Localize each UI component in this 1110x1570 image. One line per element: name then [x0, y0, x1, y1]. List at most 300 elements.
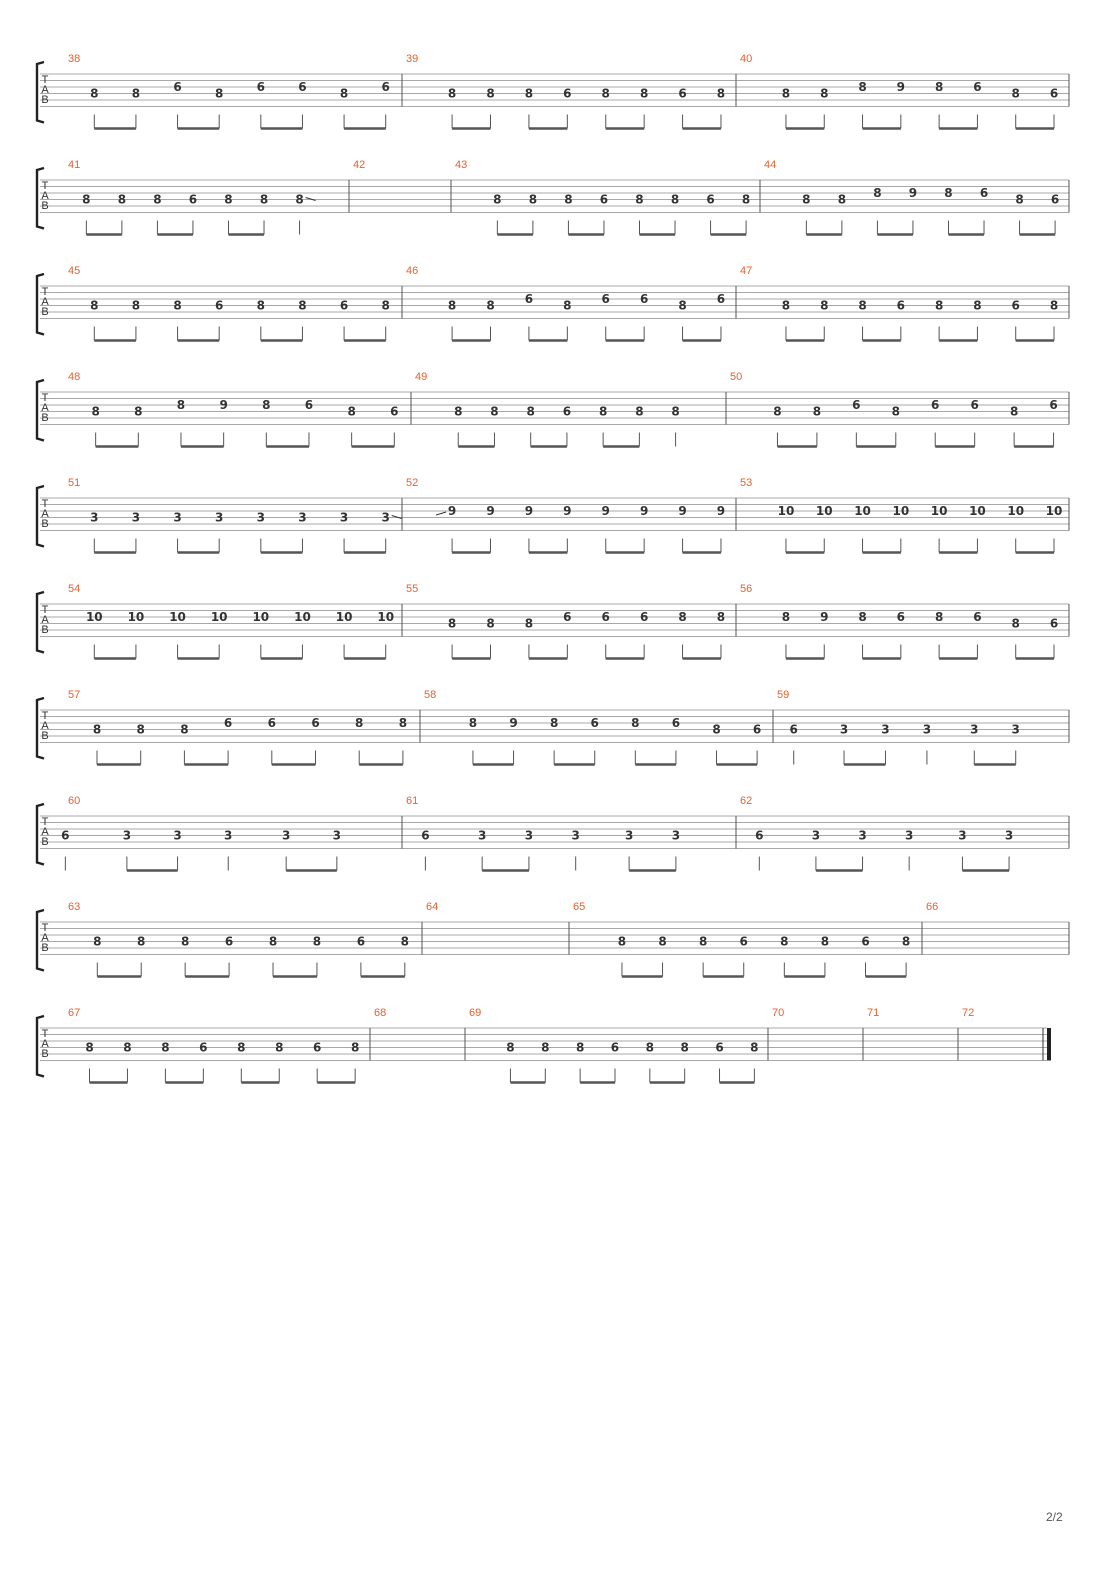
fret-number: 8 — [506, 1040, 515, 1055]
staff-system — [37, 1007, 1049, 1083]
fret-number: 3 — [922, 722, 932, 737]
fret-number: 8 — [1011, 616, 1020, 631]
fret-number: 8 — [131, 298, 141, 313]
fret-number: 8 — [486, 298, 495, 313]
fret-number: 3 — [811, 828, 821, 843]
fret-number: 6 — [852, 398, 861, 412]
fret-number: 6 — [599, 192, 609, 207]
fret-number: 8 — [741, 192, 751, 207]
fret-number: 6 — [639, 610, 649, 624]
fret-number: 8 — [820, 934, 830, 949]
measure — [424, 689, 761, 765]
fret-number: 10 — [377, 610, 395, 624]
bar-number: 66 — [926, 901, 939, 913]
measure — [426, 901, 438, 913]
fret-number: 6 — [215, 298, 224, 313]
fret-number: 3 — [671, 828, 681, 843]
fret-number: 8 — [526, 404, 535, 419]
fret-number: 8 — [117, 192, 127, 207]
fret-number: 6 — [973, 610, 982, 624]
fret-number: 8 — [339, 86, 349, 101]
fret-number: 6 — [381, 80, 390, 94]
fret-number: 8 — [447, 86, 457, 101]
fret-number: 8 — [134, 404, 143, 419]
fret-number: 3 — [281, 828, 291, 843]
fret-number: 8 — [645, 1040, 655, 1055]
tab-clef-letter: A — [41, 1038, 49, 1050]
fret-number: 8 — [944, 186, 953, 200]
fret-number: 8 — [381, 298, 390, 313]
fret-number: 6 — [970, 398, 979, 412]
fret-number: 10 — [169, 610, 186, 624]
tab-clef-letter: B — [41, 94, 49, 106]
fret-number: 6 — [671, 716, 681, 730]
tab-clef-letter: B — [41, 200, 49, 212]
fret-number: 3 — [571, 828, 580, 843]
fret-number: 8 — [678, 298, 687, 313]
measure — [353, 159, 365, 171]
fret-number: 10 — [969, 504, 986, 518]
fret-number: 8 — [820, 86, 829, 101]
fret-number: 8 — [398, 716, 408, 730]
fret-number: 3 — [332, 828, 342, 843]
tab-clef-letter: B — [41, 836, 49, 848]
fret-number: 9 — [563, 504, 572, 518]
fret-number: 6 — [1049, 86, 1059, 101]
bar-number: 53 — [740, 477, 753, 489]
tab-clef-letter: B — [41, 1048, 49, 1060]
tab-clef-letter: T — [41, 1028, 49, 1040]
fret-number: 8 — [671, 404, 680, 419]
slide-mark — [436, 512, 446, 515]
fret-number: 3 — [958, 828, 967, 843]
fret-number: 10 — [930, 504, 948, 518]
measure — [740, 583, 1058, 659]
fret-number: 6 — [973, 80, 982, 94]
fret-number: 9 — [219, 398, 228, 412]
staff-system — [37, 371, 1069, 447]
tab-clef-letter: B — [41, 624, 49, 636]
fret-number: 3 — [1004, 828, 1014, 843]
bar-number: 60 — [68, 795, 81, 807]
fret-number: 8 — [85, 1040, 94, 1055]
tab-clef-letter: A — [41, 402, 49, 414]
fret-number: 9 — [678, 504, 687, 518]
fret-number: 8 — [873, 186, 882, 200]
staff-system — [37, 265, 1069, 341]
measure — [406, 265, 725, 341]
fret-number: 6 — [267, 716, 276, 730]
fret-number: 8 — [575, 1040, 585, 1055]
fret-number: 8 — [598, 404, 608, 419]
fret-number: 6 — [311, 716, 320, 730]
fret-number: 3 — [381, 510, 390, 525]
fret-number: 6 — [610, 1040, 620, 1055]
staff-system — [37, 583, 1069, 659]
fret-number: 8 — [712, 722, 721, 737]
bar-number: 63 — [68, 901, 81, 913]
fret-number: 8 — [858, 610, 867, 624]
fret-number: 8 — [268, 934, 278, 949]
fret-number: 8 — [91, 404, 100, 419]
fret-number: 8 — [678, 610, 687, 624]
fret-number: 8 — [812, 404, 822, 419]
fret-number: 9 — [447, 504, 457, 518]
fret-number: 3 — [173, 510, 182, 525]
fret-number: 8 — [802, 192, 811, 207]
fret-number: 8 — [447, 616, 457, 631]
fret-number: 10 — [892, 504, 910, 518]
fret-number: 8 — [891, 404, 900, 419]
fret-number: 10 — [777, 504, 795, 518]
fret-number: 6 — [224, 934, 234, 949]
fret-number: 8 — [750, 1040, 759, 1055]
fret-number: 6 — [562, 404, 572, 419]
measure — [740, 795, 1013, 871]
fret-number: 8 — [224, 192, 233, 207]
fret-number: 6 — [304, 398, 314, 412]
fret-number: 8 — [858, 80, 867, 94]
staff-system — [37, 477, 1069, 553]
fret-number: 6 — [173, 80, 182, 94]
fret-number: 6 — [590, 716, 599, 730]
tab-clef-letter: B — [41, 518, 49, 530]
fret-number: 8 — [837, 192, 847, 207]
fret-number: 6 — [1049, 616, 1059, 631]
measure — [772, 1007, 784, 1019]
fret-number: 8 — [82, 192, 91, 207]
fret-number: 8 — [658, 934, 667, 949]
fret-number: 10 — [294, 610, 311, 624]
bar-number: 68 — [374, 1007, 387, 1019]
bar-number: 65 — [573, 901, 586, 913]
fret-number: 8 — [934, 610, 944, 624]
fret-number: 10 — [815, 504, 833, 518]
fret-number: 8 — [639, 86, 649, 101]
tab-clef-letter: B — [41, 942, 49, 954]
fret-number: 8 — [123, 1040, 132, 1055]
bar-number: 42 — [353, 159, 366, 171]
bar-number: 69 — [469, 1007, 482, 1019]
fret-number: 3 — [970, 722, 979, 737]
fret-number: 8 — [350, 1040, 360, 1055]
fret-number: 3 — [839, 722, 849, 737]
tab-clef-letter: A — [41, 508, 49, 520]
tab-clef-letter: T — [41, 392, 49, 404]
fret-number: 3 — [624, 828, 634, 843]
fret-number: 8 — [447, 298, 457, 313]
tab-clef-letter: A — [41, 932, 49, 944]
fret-number: 8 — [524, 86, 534, 101]
fret-number: 8 — [180, 722, 189, 737]
fret-number: 3 — [173, 828, 182, 843]
fret-number: 3 — [215, 510, 224, 525]
fret-number: 8 — [716, 610, 726, 624]
measure — [469, 1007, 759, 1083]
fret-number: 9 — [486, 504, 495, 518]
tab-clef-letter: A — [41, 826, 49, 838]
fret-number: 10 — [854, 504, 871, 518]
fret-number: 9 — [639, 504, 649, 518]
measure — [68, 477, 402, 553]
tab-clef-letter: A — [41, 296, 49, 308]
bar-number: 45 — [68, 265, 81, 277]
fret-number: 6 — [563, 610, 572, 624]
fret-number: 8 — [454, 404, 463, 419]
fret-number: 6 — [563, 86, 572, 101]
measure — [406, 795, 680, 871]
staff-system — [37, 53, 1069, 129]
fret-number: 6 — [861, 934, 870, 949]
fret-number: 8 — [820, 298, 829, 313]
bar-number: 38 — [68, 53, 81, 65]
fret-number: 8 — [153, 192, 162, 207]
fret-number: 6 — [61, 828, 70, 843]
fret-number: 6 — [256, 80, 265, 94]
bar-number: 55 — [406, 583, 419, 595]
measure — [406, 477, 725, 553]
measure — [867, 1007, 879, 1019]
fret-number: 8 — [136, 722, 145, 737]
fret-number: 6 — [524, 292, 534, 306]
measure — [926, 901, 938, 913]
fret-number: 10 — [85, 610, 103, 624]
fret-number: 8 — [173, 298, 182, 313]
fret-number: 8 — [275, 1040, 284, 1055]
fret-number: 8 — [262, 398, 271, 412]
fret-number: 6 — [298, 80, 307, 94]
fret-number: 3 — [858, 828, 867, 843]
bar-number: 49 — [415, 371, 428, 383]
fret-number: 3 — [298, 510, 307, 525]
fret-number: 6 — [752, 722, 762, 737]
measure — [406, 583, 725, 659]
staff-system — [37, 689, 1069, 765]
fret-number: 8 — [858, 298, 867, 313]
fret-number: 8 — [549, 716, 559, 730]
fret-number: 8 — [698, 934, 708, 949]
fret-number: 8 — [259, 192, 269, 207]
tab-clef-letter: B — [41, 412, 49, 424]
bar-number: 61 — [406, 795, 419, 807]
fret-number: 9 — [896, 80, 906, 94]
fret-number: 8 — [215, 86, 224, 101]
fret-number: 8 — [93, 934, 102, 949]
fret-number: 8 — [934, 298, 944, 313]
fret-number: 8 — [781, 86, 791, 101]
tab-clef-letter: T — [41, 604, 49, 616]
fret-number: 6 — [706, 192, 715, 207]
bar-number: 48 — [68, 371, 81, 383]
fret-number: 3 — [881, 722, 890, 737]
measure — [68, 371, 398, 447]
fret-number: 8 — [617, 934, 627, 949]
fret-number: 6 — [896, 610, 906, 624]
measure — [68, 583, 394, 659]
bar-number: 51 — [68, 477, 81, 489]
tab-clef-letter: A — [41, 84, 49, 96]
bar-number: 64 — [426, 901, 439, 913]
fret-number: 9 — [524, 504, 534, 518]
bar-number: 50 — [730, 371, 743, 383]
fret-number: 3 — [904, 828, 914, 843]
fret-number: 6 — [979, 186, 989, 200]
fret-number: 3 — [1011, 722, 1020, 737]
fret-number: 6 — [755, 828, 764, 843]
fret-number: 10 — [127, 610, 145, 624]
measure — [68, 1007, 359, 1083]
measure — [740, 477, 1062, 553]
fret-number: 8 — [716, 86, 726, 101]
bar-number: 56 — [740, 583, 753, 595]
bar-number: 71 — [867, 1007, 880, 1019]
fret-number: 9 — [601, 504, 610, 518]
fret-number: 8 — [355, 716, 364, 730]
measure — [406, 53, 725, 129]
measure — [764, 159, 1059, 235]
bar-number: 58 — [424, 689, 437, 701]
tab-clef-letter: T — [41, 710, 49, 722]
fret-number: 6 — [639, 292, 649, 306]
fret-number: 8 — [295, 192, 304, 207]
fret-number: 8 — [524, 616, 534, 631]
fret-number: 6 — [931, 398, 940, 412]
fret-number: 3 — [339, 510, 349, 525]
fret-number: 3 — [131, 510, 141, 525]
measure — [68, 159, 316, 235]
fret-number: 6 — [601, 610, 610, 624]
fret-number: 10 — [252, 610, 270, 624]
tab-clef-letter: T — [41, 286, 49, 298]
fret-number: 8 — [180, 934, 190, 949]
fret-number: 6 — [601, 292, 610, 306]
measure — [740, 265, 1058, 341]
tab-clef-letter: T — [41, 922, 49, 934]
fret-number: 8 — [486, 616, 495, 631]
fret-number: 8 — [256, 298, 265, 313]
fret-number: 6 — [1011, 298, 1020, 313]
fret-number: 8 — [564, 192, 573, 207]
staff-system — [37, 159, 1069, 235]
tab-clef-letter: T — [41, 498, 49, 510]
measure — [68, 265, 390, 341]
tab-clef-letter: T — [41, 180, 49, 192]
fret-number: 9 — [509, 716, 518, 730]
fret-number: 6 — [678, 86, 687, 101]
tab-clef-letter: A — [41, 190, 49, 202]
fret-number: 3 — [256, 510, 265, 525]
measure — [455, 159, 750, 235]
fret-number: 8 — [486, 86, 495, 101]
fret-number: 3 — [90, 510, 99, 525]
fret-number: 8 — [493, 192, 502, 207]
fret-number: 8 — [468, 716, 478, 730]
fret-number: 6 — [421, 828, 430, 843]
fret-number: 6 — [356, 934, 366, 949]
fret-number: 8 — [490, 404, 499, 419]
fret-number: 8 — [1009, 404, 1019, 419]
tab-clef-letter: T — [41, 816, 49, 828]
fret-number: 8 — [137, 934, 146, 949]
fret-number: 8 — [973, 298, 982, 313]
bar-number: 57 — [68, 689, 81, 701]
bar-number: 59 — [777, 689, 790, 701]
tab-clef-letter: A — [41, 614, 49, 626]
measure — [68, 53, 390, 129]
fret-number: 8 — [541, 1040, 550, 1055]
fret-number: 6 — [896, 298, 906, 313]
measure — [415, 371, 680, 447]
bar-number: 70 — [772, 1007, 785, 1019]
measure — [374, 1007, 386, 1019]
page-number: 2/2 — [1046, 1510, 1063, 1524]
tab-clef-letter: A — [41, 720, 49, 732]
fret-number: 8 — [161, 1040, 170, 1055]
tab-clef-letter: B — [41, 730, 49, 742]
fret-number: 6 — [339, 298, 349, 313]
fret-number: 8 — [934, 80, 944, 94]
fret-number: 8 — [400, 934, 409, 949]
fret-number: 8 — [90, 298, 99, 313]
bar-number: 67 — [68, 1007, 81, 1019]
staff-system — [37, 901, 1069, 977]
measure — [777, 689, 1020, 765]
fret-number: 3 — [122, 828, 132, 843]
bar-number: 54 — [68, 583, 81, 595]
fret-number: 9 — [908, 186, 918, 200]
fret-number: 8 — [780, 934, 789, 949]
measure — [68, 689, 407, 765]
bar-number: 62 — [740, 795, 753, 807]
fret-number: 8 — [680, 1040, 689, 1055]
fret-number: 8 — [176, 398, 186, 412]
bar-number: 46 — [406, 265, 419, 277]
fret-number: 3 — [477, 828, 487, 843]
fret-number: 3 — [524, 828, 534, 843]
fret-number: 8 — [670, 192, 680, 207]
fret-number: 8 — [635, 192, 644, 207]
measure — [740, 53, 1058, 129]
measure — [730, 371, 1058, 447]
fret-number: 8 — [635, 404, 644, 419]
tab-clef-letter: T — [41, 74, 49, 86]
bar-number: 52 — [406, 477, 419, 489]
fret-number: 8 — [347, 404, 356, 419]
fret-number: 9 — [716, 504, 726, 518]
measure — [962, 1007, 974, 1019]
tab-clef-letter: B — [41, 306, 49, 318]
bar-number: 44 — [764, 159, 777, 171]
fret-number: 8 — [781, 610, 791, 624]
fret-number: 8 — [1015, 192, 1024, 207]
fret-number: 6 — [390, 404, 399, 419]
bar-number: 72 — [962, 1007, 975, 1019]
fret-number: 8 — [601, 86, 610, 101]
fret-number: 6 — [313, 1040, 322, 1055]
fret-number: 8 — [773, 404, 782, 419]
fret-number: 8 — [781, 298, 791, 313]
fret-number: 10 — [210, 610, 228, 624]
fret-number: 8 — [1011, 86, 1020, 101]
fret-number: 8 — [237, 1040, 246, 1055]
bar-number: 41 — [68, 159, 81, 171]
fret-number: 10 — [1007, 504, 1025, 518]
fret-number: 8 — [312, 934, 322, 949]
staff-system — [37, 795, 1069, 871]
fret-number: 6 — [188, 192, 198, 207]
bar-number: 47 — [740, 265, 753, 277]
fret-number: 9 — [820, 610, 829, 624]
